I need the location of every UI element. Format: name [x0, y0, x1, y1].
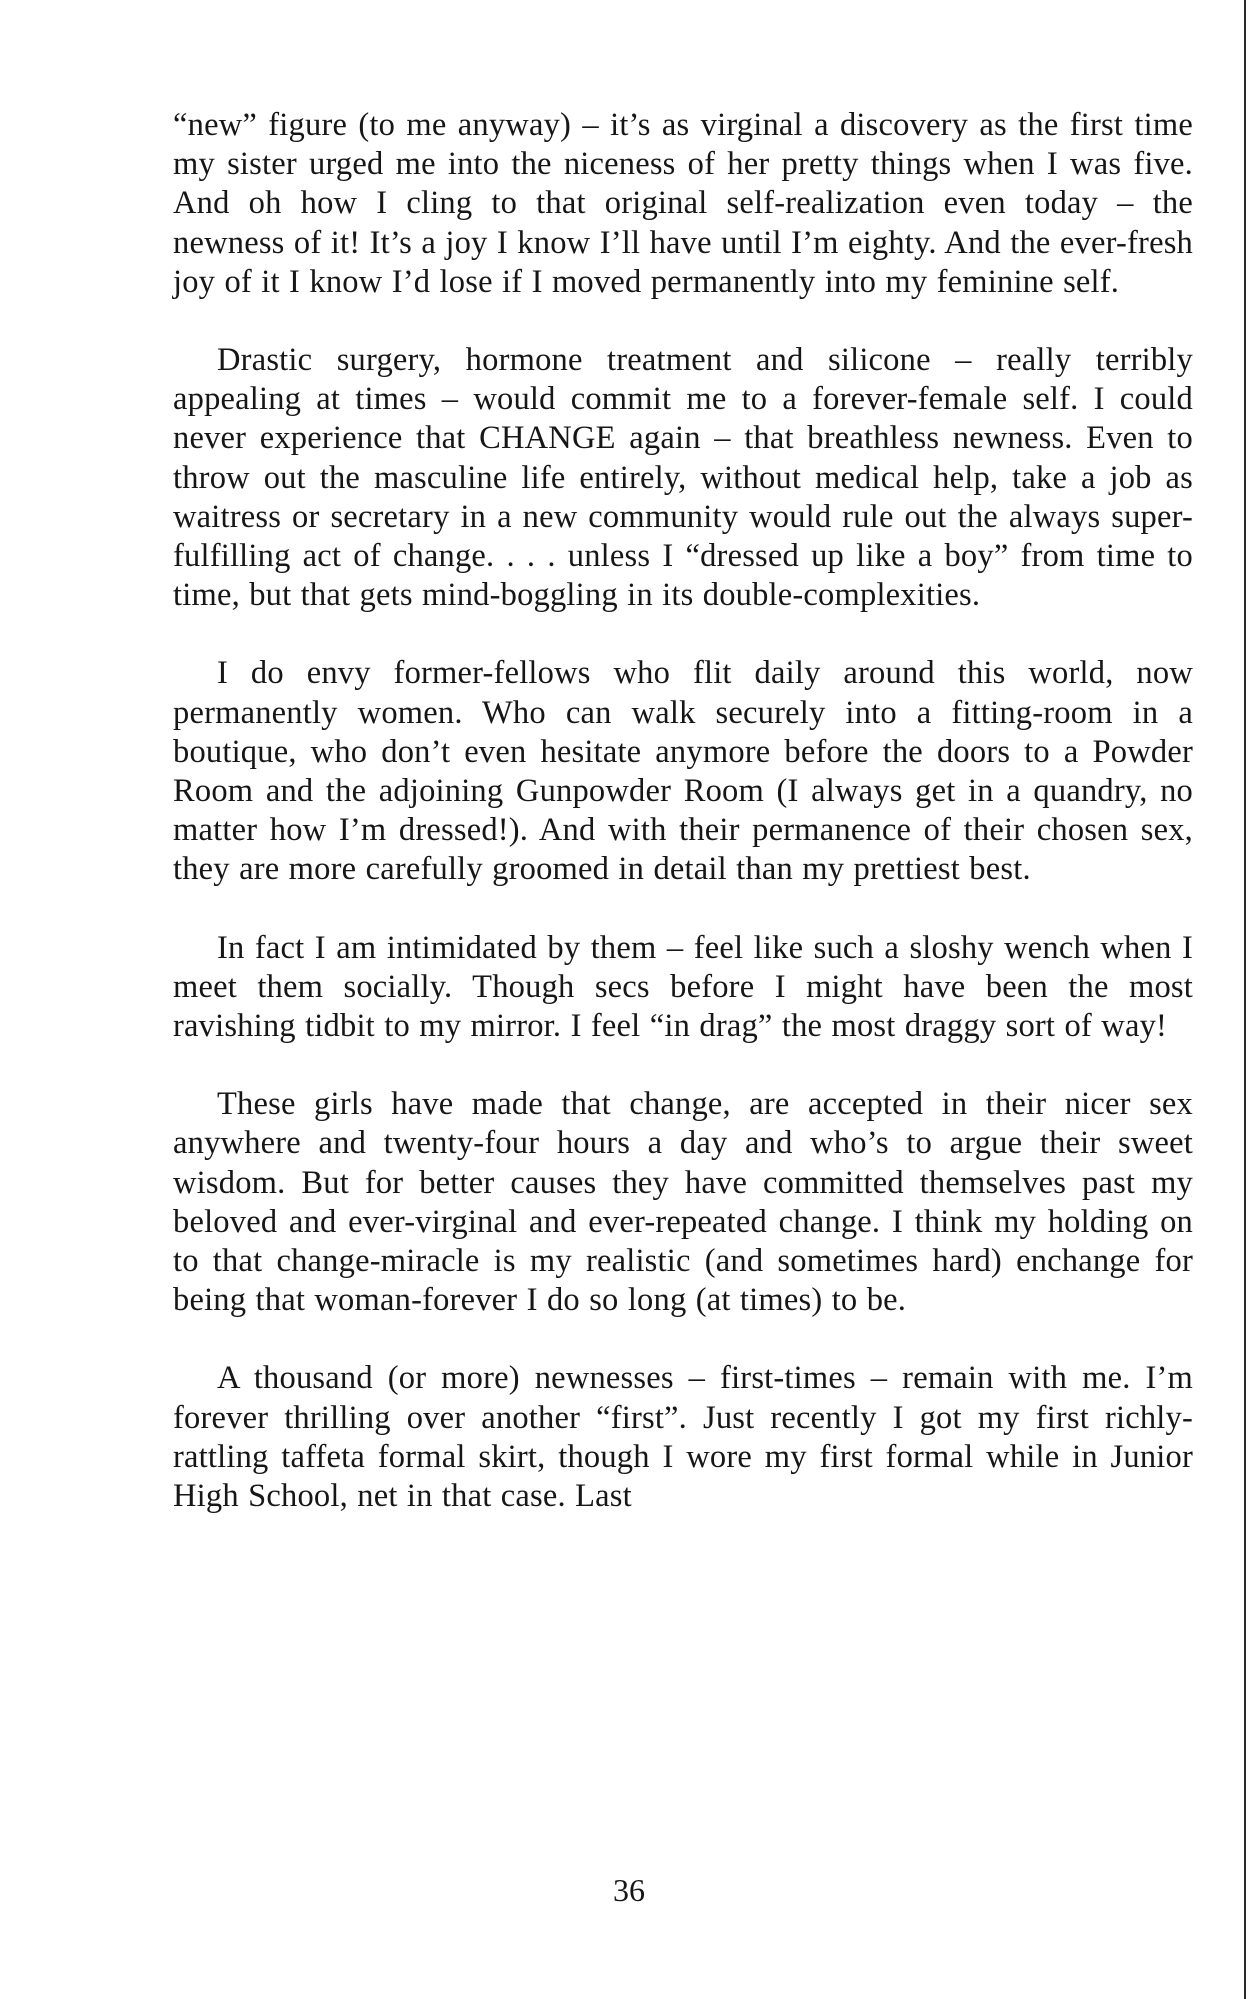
paragraph-these-girls: These girls have made that change, are accepted in their nicer sex anywhere and twenty-four hours a day and who’s to argue their sweet wisdom. But for better causes they have committed themselves past my beloved and ever-virginal and ever-repeated change. I think my holding on to that change-miracle is my realistic (and sometimes hard) enchange for being that woman-forever I do so long (at times) to be.	[173, 1086, 1193, 1319]
paragraph-drastic-surgery: Drastic surgery, hormone treatment and silicone – really terribly appealing at times – would commit me to a forever-female self. I could never experience that CHANGE again – that breathless newness. Even to throw out the masculine life entirely, without medical help, take a job as waitress or secretary in a new community would rule out the always super-fulfilling act of change. . . . unless I “dressed up like a boy” from time to time, but that gets mind-boggling in its double-complexities.	[173, 342, 1193, 614]
paragraph-newnesses: A thousand (or more) newnesses – first-times – remain with me. I’m forever thrilling over another “first”. Just recently I got my first richly-rattling taffeta formal skirt, though I wore my first formal while in Junior High School, net in that case. Last	[173, 1360, 1193, 1515]
paragraph-intimidated: In fact I am intimidated by them – feel like such a sloshy wench when I meet them socially. Though secs before I might have been the most ravishing tidbit to my mirror. I feel “in drag” the most draggy sort of way!	[173, 929, 1193, 1045]
body-text	[173, 106, 1193, 1516]
paragraph-continued: “new” figure (to me anyway) – it’s as virginal a discovery as the first time my sister urged me into the niceness of her pretty things when I was five. And oh how I cling to that original self-realization even today – the newness of it! It’s a joy I know I’ll have until I’m eighty. And the ever-fresh joy of it I know I’d lose if I moved permanently into my feminine self.	[173, 107, 1193, 300]
page-edge-line	[1244, 0, 1246, 1999]
paragraph-envy: I do envy former-fellows who flit daily around this world, now permanently women. Who can walk securely into a fitting-room in a boutique, who don’t even hesitate anymore before the doors to a Powder Room and the adjoining Gunpowder Room (I always get in a quandry, no matter how I’m dressed!). And with their permanence of their chosen sex, they are more carefully groomed in detail than my prettiest best.	[173, 655, 1193, 888]
page-number: 36	[613, 1872, 645, 1908]
